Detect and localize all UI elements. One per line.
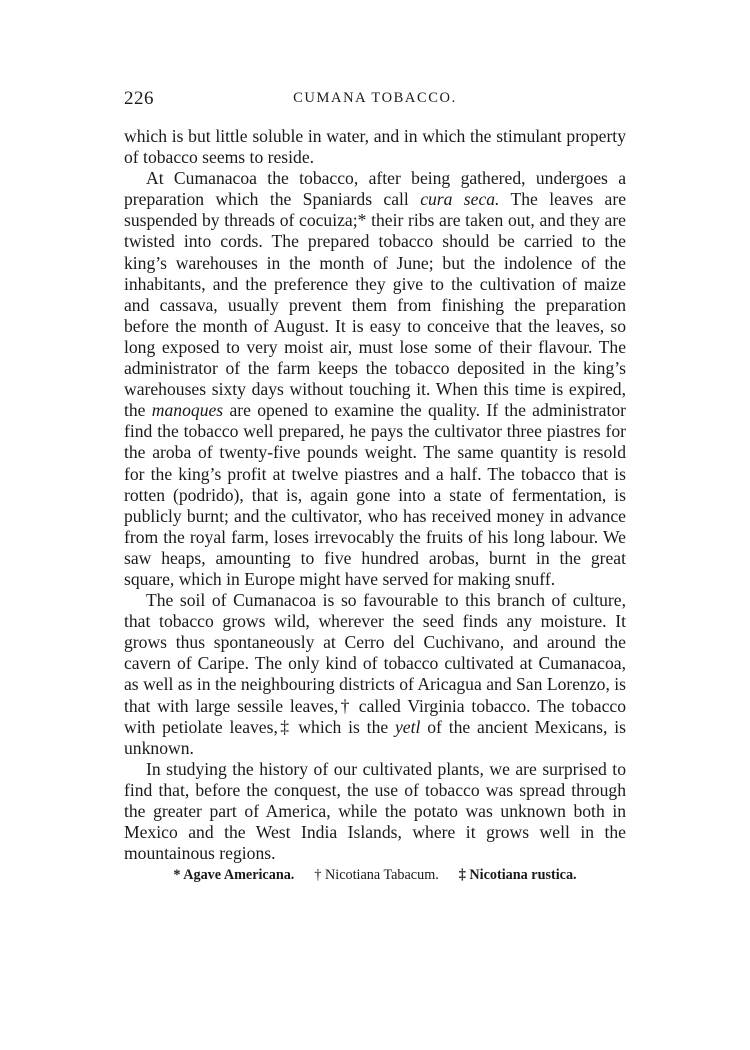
footnotes	[124, 865, 626, 885]
italic-term: manoques	[151, 400, 224, 421]
footnote: † Nicotiana Tabacum.	[314, 867, 439, 884]
text-segment: of the ancient Mexicans, is unknown.	[124, 716, 626, 758]
italic-term: yetl	[395, 716, 421, 737]
page-header	[124, 88, 626, 112]
text-segment: At Cumanacoa the tobacco, after being gathered, undergoes a preparation which the Spaniards call	[124, 168, 626, 210]
text-segment: are opened to examine the quality. If the administrator find the tobacco well prepared, he pays the cultivator three piastres for the aroba of twenty-five pounds weight. The same quantity is resold for the king’s profit at twelve piastres and a half. The tobacco that is rotten (podrido), that is, again gone into a state of fermentation, is publicly burnt; and the cultivator, who has received money in advance from the royal farm, loses irrevocably the fruits of his long labour. We saw heaps, amounting to five hundred arobas, burnt in the great square, which in Europe might have served for making snuff.	[124, 400, 626, 589]
paragraph	[124, 590, 626, 759]
text-segment: which is but little soluble in water, and in which the stimulant property of tobacco seems to reside.	[124, 126, 626, 168]
paragraph	[124, 168, 626, 590]
paragraph	[124, 759, 626, 864]
footnote: ‡ Nicotiana rustica.	[458, 867, 577, 884]
footnote: * Agave Americana.	[173, 867, 295, 884]
book-page	[124, 88, 626, 885]
paragraph	[124, 126, 626, 168]
text-segment: In studying the history of our cultivated plants, we are surprised to find that, before the conquest, the use of tobacco was spread through the greater part of America, while the potato was unknown both in Mexico and the West India Islands, where it grows well in the mountainous regions.	[124, 758, 626, 864]
body-text	[124, 126, 626, 864]
running-head: CUMANA TOBACCO.	[293, 90, 457, 106]
italic-term: cura seca.	[420, 189, 500, 210]
text-segment: The soil of Cumanacoa is so favourable to this branch of culture, that tobacco grows wild, wherever the seed finds any moisture. It grows thus spontaneously at Cerro del Cuchivano, and around the cavern of Caripe. The only kind of tobacco cultivated at Cumanacoa, as well as in the neighbouring districts of Aricagua and San Lorenzo, is that with large sessile leaves,† called Virginia tobacco. The tobacco with petiolate leaves,‡ which is the	[124, 590, 626, 737]
page-number: 226	[124, 88, 154, 109]
text-segment: The leaves are suspended by threads of cocuiza;* their ribs are taken out, and they are twisted into cords. The prepared tobacco should be carried to the king’s warehouses in the month of June; but the indolence of the inhabitants, and the preference they give to the cultivation of maize and cassava, usually prevent them from finishing the preparation before the month of August. It is easy to conceive that the leaves, so long exposed to very moist air, must lose some of their flavour. The administrator of the farm keeps the tobacco deposited in the king’s warehouses sixty days without touching it. When this time is expired, the	[124, 189, 627, 421]
